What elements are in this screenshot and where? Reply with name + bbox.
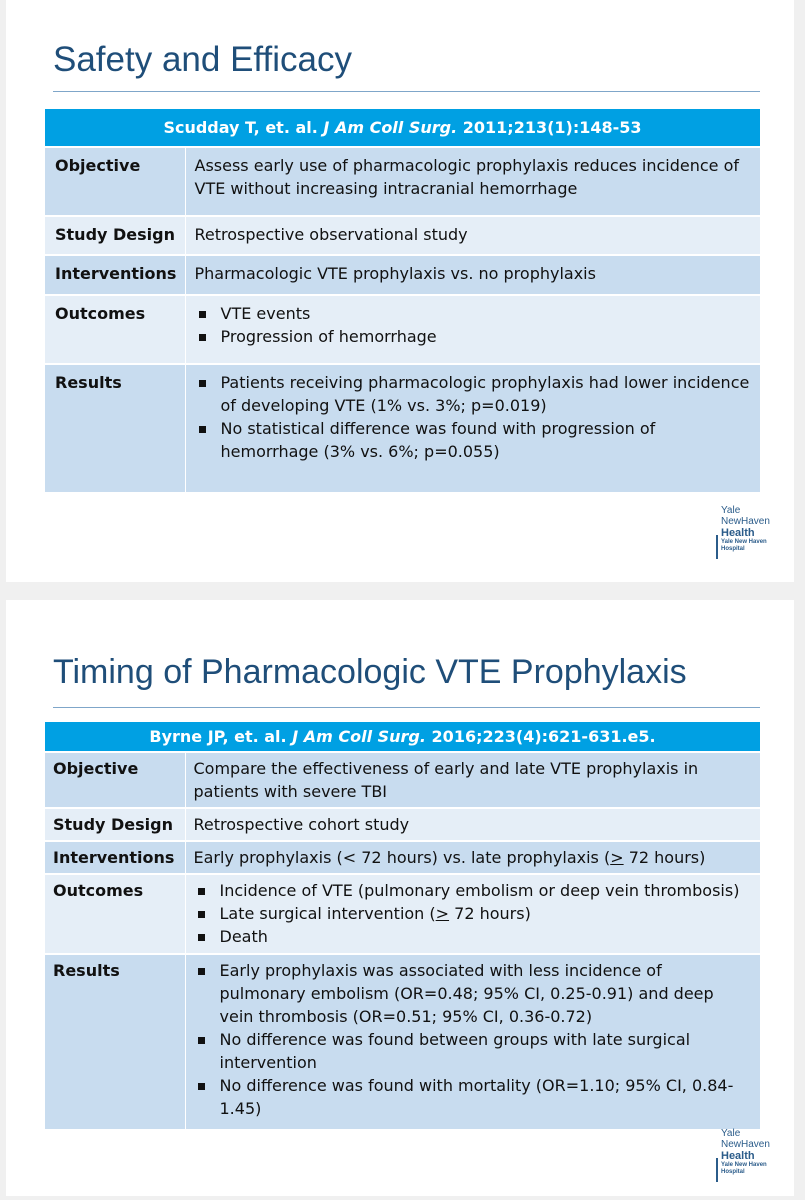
list-item: No statistical difference was found with progression of hemorrhage (3% vs. 6%; p=0.055) bbox=[195, 417, 753, 463]
citation-header bbox=[45, 109, 760, 147]
row-label: Outcomes bbox=[45, 295, 185, 364]
text-part: > bbox=[610, 848, 624, 867]
logo-text: NewHaven bbox=[721, 516, 770, 527]
table-row bbox=[45, 841, 760, 874]
row-label: Study Design bbox=[45, 808, 185, 841]
row-value bbox=[185, 841, 760, 874]
table-row bbox=[45, 808, 760, 841]
logo-text: Yale bbox=[721, 505, 741, 516]
row-label: Objective bbox=[45, 752, 185, 808]
list-item: No difference was found between groups with late surgical intervention bbox=[194, 1028, 753, 1074]
row-label: Results bbox=[45, 954, 185, 1130]
row-value: Compare the effectiveness of early and late VTE prophylaxis in patients with severe TBI bbox=[185, 752, 760, 808]
text-part: Early prophylaxis (< 72 hours) vs. late prophylaxis ( bbox=[193, 848, 611, 867]
study-table bbox=[45, 722, 760, 1131]
row-value: Assess early use of pharmacologic prophylaxis reduces incidence of VTE without increasing intracranial hemorrhage bbox=[185, 147, 760, 216]
title-divider bbox=[53, 91, 760, 92]
logo-mark-icon bbox=[716, 535, 718, 559]
logo-text: Yale New Haven bbox=[721, 1162, 767, 1168]
citation-ref: 2011;213(1):148-53 bbox=[462, 118, 642, 137]
list-item: Patients receiving pharmacologic prophylaxis had lower incidence of developing VTE (1% vs. 3%; p=0.019) bbox=[195, 371, 753, 417]
list-item: Incidence of VTE (pulmonary embolism or deep vein thrombosis) bbox=[194, 879, 753, 902]
list-item: Progression of hemorrhage bbox=[195, 325, 753, 348]
table-row bbox=[45, 216, 760, 255]
citation-journal: J Am Coll Surg. bbox=[292, 727, 426, 746]
list-item: Death bbox=[194, 925, 753, 948]
slide-title: Timing of Pharmacologic VTE Prophylaxis bbox=[53, 653, 687, 691]
row-value: Retrospective observational study bbox=[185, 216, 760, 255]
logo-text: Health bbox=[721, 1150, 755, 1162]
row-value bbox=[185, 874, 760, 954]
table-row bbox=[45, 752, 760, 808]
table-row bbox=[45, 874, 760, 954]
slide-title: Safety and Efficacy bbox=[53, 40, 352, 79]
text-part: 72 hours) bbox=[623, 848, 706, 867]
logo-text: Yale New Haven bbox=[721, 539, 767, 545]
table-row bbox=[45, 954, 760, 1130]
list-item: No difference was found with mortality (OR=1.10; 95% CI, 0.84-1.45) bbox=[194, 1074, 753, 1120]
ynhh-logo bbox=[721, 1128, 794, 1176]
study-table bbox=[45, 109, 760, 494]
table-row bbox=[45, 295, 760, 364]
logo-text: NewHaven bbox=[721, 1139, 770, 1150]
table-row bbox=[45, 255, 760, 295]
row-label: Interventions bbox=[45, 255, 185, 295]
slide-timing-prophylaxis bbox=[6, 600, 794, 1196]
logo-text: Hospital bbox=[721, 1169, 745, 1175]
table-row bbox=[45, 147, 760, 216]
logo-text: Yale bbox=[721, 1128, 741, 1139]
row-label: Objective bbox=[45, 147, 185, 216]
list-item bbox=[194, 902, 753, 925]
row-label: Interventions bbox=[45, 841, 185, 874]
citation-authors: Scudday T, et. al. bbox=[163, 118, 318, 137]
text-part: > bbox=[435, 904, 450, 923]
text-part: Late surgical intervention ( bbox=[219, 904, 436, 923]
row-value: Pharmacologic VTE prophylaxis vs. no prophylaxis bbox=[185, 255, 760, 295]
row-value bbox=[185, 295, 760, 364]
row-label: Outcomes bbox=[45, 874, 185, 954]
row-value bbox=[185, 954, 760, 1130]
citation-ref: 2016;223(4):621-631.e5. bbox=[431, 727, 656, 746]
citation-authors: Byrne JP, et. al. bbox=[149, 727, 287, 746]
ynhh-logo bbox=[721, 505, 794, 553]
list-item: VTE events bbox=[195, 302, 753, 325]
row-value: Retrospective cohort study bbox=[185, 808, 760, 841]
row-value bbox=[185, 364, 760, 493]
logo-text: Health bbox=[721, 527, 755, 539]
list-item: Early prophylaxis was associated with less incidence of pulmonary embolism (OR=0.48; 95% CI, 0.25-0.91) and deep vein thrombosis (OR=0.51; 95% CI, 0.36-0.72) bbox=[194, 959, 753, 1028]
citation-journal: J Am Coll Surg. bbox=[323, 118, 458, 137]
slide-safety-efficacy bbox=[6, 0, 794, 582]
logo-text: Hospital bbox=[721, 546, 745, 552]
citation-header bbox=[45, 722, 760, 752]
table-row bbox=[45, 364, 760, 493]
text-part: 72 hours) bbox=[449, 904, 531, 923]
title-divider bbox=[53, 707, 760, 708]
logo-mark-icon bbox=[716, 1158, 718, 1182]
row-label: Study Design bbox=[45, 216, 185, 255]
row-label: Results bbox=[45, 364, 185, 493]
